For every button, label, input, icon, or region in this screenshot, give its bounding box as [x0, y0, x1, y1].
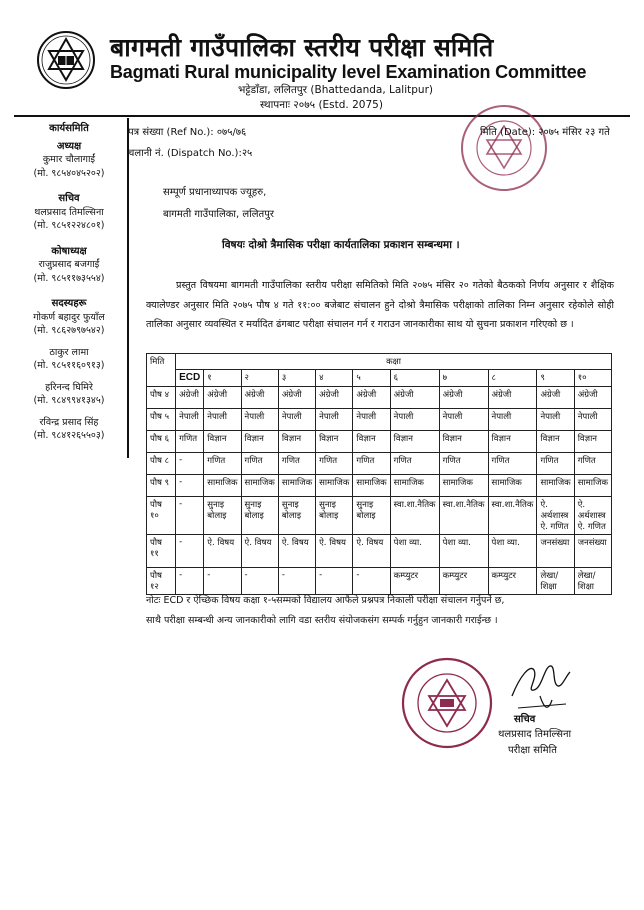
subject-cell: नेपाली [241, 409, 278, 431]
members-heading: सदस्यहरू [51, 298, 87, 309]
subject-cell: सुनाइ बोलाइ [241, 497, 278, 535]
subject-cell: जनसंख्या [574, 535, 611, 568]
subject-cell: ऐ. विषय [204, 535, 241, 568]
subject-cell: विज्ञान [488, 431, 537, 453]
org-established: स्थापनाः २०७५ (Estd. 2075) [260, 99, 383, 111]
member-name: कुमार चौलागाईं [42, 154, 96, 165]
subject-cell: - [176, 497, 204, 535]
subject-cell: गणित [488, 453, 537, 475]
office-stamp [400, 656, 494, 750]
subject-cell: सामाजिक [204, 475, 241, 497]
subject-cell: अंग्रेजी [176, 387, 204, 409]
subject-cell: विज्ञान [390, 431, 439, 453]
member-name: हरिनन्द घिमिरे [45, 381, 93, 393]
table-header-row [147, 370, 612, 387]
row-date: पौष ९ [147, 475, 176, 497]
subject-cell: नेपाली [537, 409, 574, 431]
subject-cell: विज्ञान [439, 431, 488, 453]
subject-cell: ऐ. विषय [353, 535, 390, 568]
subject-cell: कम्प्युटर [439, 568, 488, 595]
subject-cell: सुनाइ बोलाइ [204, 497, 241, 535]
subject-cell: पेशा व्या. [439, 535, 488, 568]
member-role: सचिव [58, 193, 80, 204]
subject-cell: गणित [353, 453, 390, 475]
member-phone: (मो. ९८५११६०९१३) [33, 360, 105, 371]
subject-cell: लेखा/शिक्षा [537, 568, 574, 595]
member-phone: (मो. ९८५४०४५२०२) [33, 167, 105, 179]
member-name: रविन्द्र प्रसाद सिंह [39, 416, 99, 428]
subject-cell: स्वा.शा.नैतिक [488, 497, 537, 535]
class-column-header: १० [574, 370, 611, 387]
table-row [147, 409, 612, 431]
subject-cell: सामाजिक [537, 475, 574, 497]
subject-cell: नेपाली [574, 409, 611, 431]
subject-cell: - [278, 568, 315, 595]
table-row [147, 387, 612, 409]
subject-cell: लेखा/शिक्षा [574, 568, 611, 595]
class-column-header: ECD [176, 370, 204, 387]
class-column-header: ३ [278, 370, 315, 387]
subject-cell: नेपाली [353, 409, 390, 431]
subject-cell: अंग्रेजी [204, 387, 241, 409]
class-column-header: ७ [439, 370, 488, 387]
table-row [147, 497, 612, 535]
sidebar-divider [127, 118, 129, 458]
exam-schedule-table [146, 353, 612, 595]
subject-cell: विज्ञान [574, 431, 611, 453]
subject-cell: सामाजिक [574, 475, 611, 497]
emblem-logo [36, 30, 96, 90]
member-phone: (मो. ९८६२७९७५४२) [33, 325, 105, 336]
subject-cell: अंग्रेजी [574, 387, 611, 409]
subject-cell: - [316, 568, 353, 595]
member-phone: (मो. ९८४१२६५५०३) [33, 430, 105, 441]
subject-cell: कम्प्युटर [390, 568, 439, 595]
row-date: पौष १२ [147, 568, 176, 595]
note-line: साथै परीक्षा सम्बन्धी अन्य जानकारीको लागि वडा स्तरीय संयोजकसंग सम्पर्क गर्नुहुन जानकारी गराईन्छ । [146, 615, 498, 626]
subject-cell: विज्ञान [537, 431, 574, 453]
handwritten-signature [504, 656, 578, 714]
subject-cell: नेपाली [316, 409, 353, 431]
note-line: नोटः ECD र ऐच्छिक विषय कक्षा १-५सम्मको विद्यालय आफैले प्रश्नपत्र निकाली परीक्षा संचालन गर्नुपर्ने छ, [146, 595, 505, 606]
subject-cell: गणित [439, 453, 488, 475]
subject-cell: अंग्रेजी [488, 387, 537, 409]
org-title-english: Bagmati Rural municipality level Examination Committee [110, 62, 587, 82]
class-column-header: ५ [353, 370, 390, 387]
recipient-line: बागमती गाउँपालिका, ललितपुर [163, 209, 274, 220]
office-stamp [458, 102, 550, 194]
member-phone: (मो. ९८४९९४१३४५) [33, 395, 105, 406]
table-row [147, 475, 612, 497]
org-address: भट्टेडाँडा, ललितपुर (Bhattedanda, Lalitpur) [238, 84, 433, 96]
subject-cell: अंग्रेजी [316, 387, 353, 409]
subject-cell: सामाजिक [390, 475, 439, 497]
row-date: पौष ४ [147, 387, 176, 409]
dispatch-number: चलानी नं. (Dispatch No.):२५ [128, 148, 253, 159]
subject-cell: नेपाली [176, 409, 204, 431]
org-title-nepali: बागमती गाउँपालिका स्तरीय परीक्षा समिति [110, 33, 494, 62]
member-name: राजुप्रसाद बजगाईं [38, 259, 100, 270]
table-row [147, 535, 612, 568]
subject-cell: ऐ. विषय [316, 535, 353, 568]
subject-cell: नेपाली [488, 409, 537, 431]
class-column-header: ९ [537, 370, 574, 387]
subject-cell: गणित [316, 453, 353, 475]
member-phone: (मो. ९८५१२२४८०१) [33, 220, 105, 231]
subject-cell: नेपाली [204, 409, 241, 431]
class-column-header: ४ [316, 370, 353, 387]
subject-cell: गणित [278, 453, 315, 475]
subject-cell: नेपाली [439, 409, 488, 431]
subject-cell: पेशा व्या. [390, 535, 439, 568]
subject-cell: ऐ. अर्थशास्त्र ऐ. गणित [537, 497, 574, 535]
subject-cell: जनसंख्या [537, 535, 574, 568]
row-date: पौष ५ [147, 409, 176, 431]
subject-cell: ऐ. विषय [278, 535, 315, 568]
subject-cell: स्वा.शा.नैतिक [439, 497, 488, 535]
committee-heading: कार्यसमिति [49, 123, 89, 134]
subject-cell: पेशा व्या. [488, 535, 537, 568]
subject-cell: सामाजिक [278, 475, 315, 497]
member-phone: (मो. ९८५११७३५५४) [33, 272, 105, 284]
subject-cell: सामाजिक [439, 475, 488, 497]
letter-body: प्रस्तुत विषयमा बागमती गाउँपालिका स्तरीय परीक्षा समितिको मिति २०७५ मंसिर २० गतेको बैठकको निर्णय अनुसार र शैक्षिक क्यालेण्डर अनुसार मिति २०७५ पौष ४ गते ११:०० बजेबाट संचालन हुने दोश्रो त्रैमासिक परीक्षाको तालिका निम्न अनुसार रहेकोले सोही तालिका अनुसार व्यवस्थित र मर्यादित ढंगबाट परीक्षा संचालन गर्न र गराउन जानकारीका साथ यो सुचना प्रकाशन गरिएको छ । [146, 280, 614, 330]
subject-cell: ऐ. अर्थशास्त्र ऐ. गणित [574, 497, 611, 535]
subject-cell: - [176, 535, 204, 568]
table-row [147, 431, 612, 453]
subject-cell: कम्प्युटर [488, 568, 537, 595]
subject-cell: सामाजिक [316, 475, 353, 497]
subject-cell: विज्ञान [241, 431, 278, 453]
subject-cell: विज्ञान [278, 431, 315, 453]
subject-cell: - [176, 453, 204, 475]
subject-cell: गणित [390, 453, 439, 475]
committee-sidebar [14, 118, 124, 443]
subject-cell: अंग्रेजी [439, 387, 488, 409]
subject-cell: गणित [241, 453, 278, 475]
subject-cell: स्वा.शा.नैतिक [390, 497, 439, 535]
subject-cell: - [176, 475, 204, 497]
subject-cell: सुनाइ बोलाइ [316, 497, 353, 535]
subject-cell: विज्ञान [204, 431, 241, 453]
subject-cell: अंग्रेजी [390, 387, 439, 409]
signatory-organization: परीक्षा समिति [508, 745, 557, 756]
subject-cell: अंग्रेजी [353, 387, 390, 409]
member-role: अध्यक्ष [56, 140, 82, 152]
subject-cell: गणित [537, 453, 574, 475]
date-header: मिति [147, 354, 176, 387]
subject-cell: ऐ. विषय [241, 535, 278, 568]
subject-cell: अंग्रेजी [241, 387, 278, 409]
subject-cell: विज्ञान [353, 431, 390, 453]
subject-cell: गणित [204, 453, 241, 475]
letter-subject: विषयः दोश्रो त्रैमासिक परीक्षा कार्यतालिका प्रकाशन सम्बन्धमा । [222, 239, 460, 251]
subject-cell: - [204, 568, 241, 595]
subject-cell: अंग्रेजी [537, 387, 574, 409]
member-role: कोषाध्यक्ष [51, 245, 87, 257]
subject-cell: गणित [574, 453, 611, 475]
class-header: कक्षा [176, 354, 612, 370]
recipient-line: सम्पूर्ण प्रधानाध्यापक ज्यूहरु, [163, 187, 267, 198]
class-column-header: ६ [390, 370, 439, 387]
row-date: पौष १० [147, 497, 176, 535]
class-column-header: ८ [488, 370, 537, 387]
subject-cell: सुनाइ बोलाइ [278, 497, 315, 535]
signatory-name: थलप्रसाद तिमल्सिना [498, 729, 572, 740]
subject-cell: विज्ञान [316, 431, 353, 453]
signatory-title: सचिव [514, 714, 536, 725]
subject-cell: - [176, 568, 204, 595]
reference-number: पत्र संख्या (Ref No.): ०७५/७६ [128, 127, 247, 138]
subject-cell: सुनाइ बोलाइ [353, 497, 390, 535]
member-name: ठाकुर लामा [49, 346, 89, 358]
member-name: गोकर्ण बहादुर फुयाँल [33, 311, 105, 323]
row-date: पौष ६ [147, 431, 176, 453]
letter-date: मिति (Date): २०७५ मंसिर २३ गते [480, 127, 610, 138]
class-column-header: १ [204, 370, 241, 387]
class-column-header: २ [241, 370, 278, 387]
subject-cell: गणित [176, 431, 204, 453]
row-date: पौष ११ [147, 535, 176, 568]
table-row [147, 453, 612, 475]
table-row [147, 568, 612, 595]
subject-cell: सामाजिक [488, 475, 537, 497]
subject-cell: - [353, 568, 390, 595]
member-name: थलप्रसाद तिमल्सिना [34, 206, 104, 218]
subject-cell: नेपाली [390, 409, 439, 431]
table-header-row [147, 354, 612, 370]
subject-cell: नेपाली [278, 409, 315, 431]
row-date: पौष ८ [147, 453, 176, 475]
subject-cell: सामाजिक [353, 475, 390, 497]
subject-cell: सामाजिक [241, 475, 278, 497]
subject-cell: - [241, 568, 278, 595]
subject-cell: अंग्रेजी [278, 387, 315, 409]
